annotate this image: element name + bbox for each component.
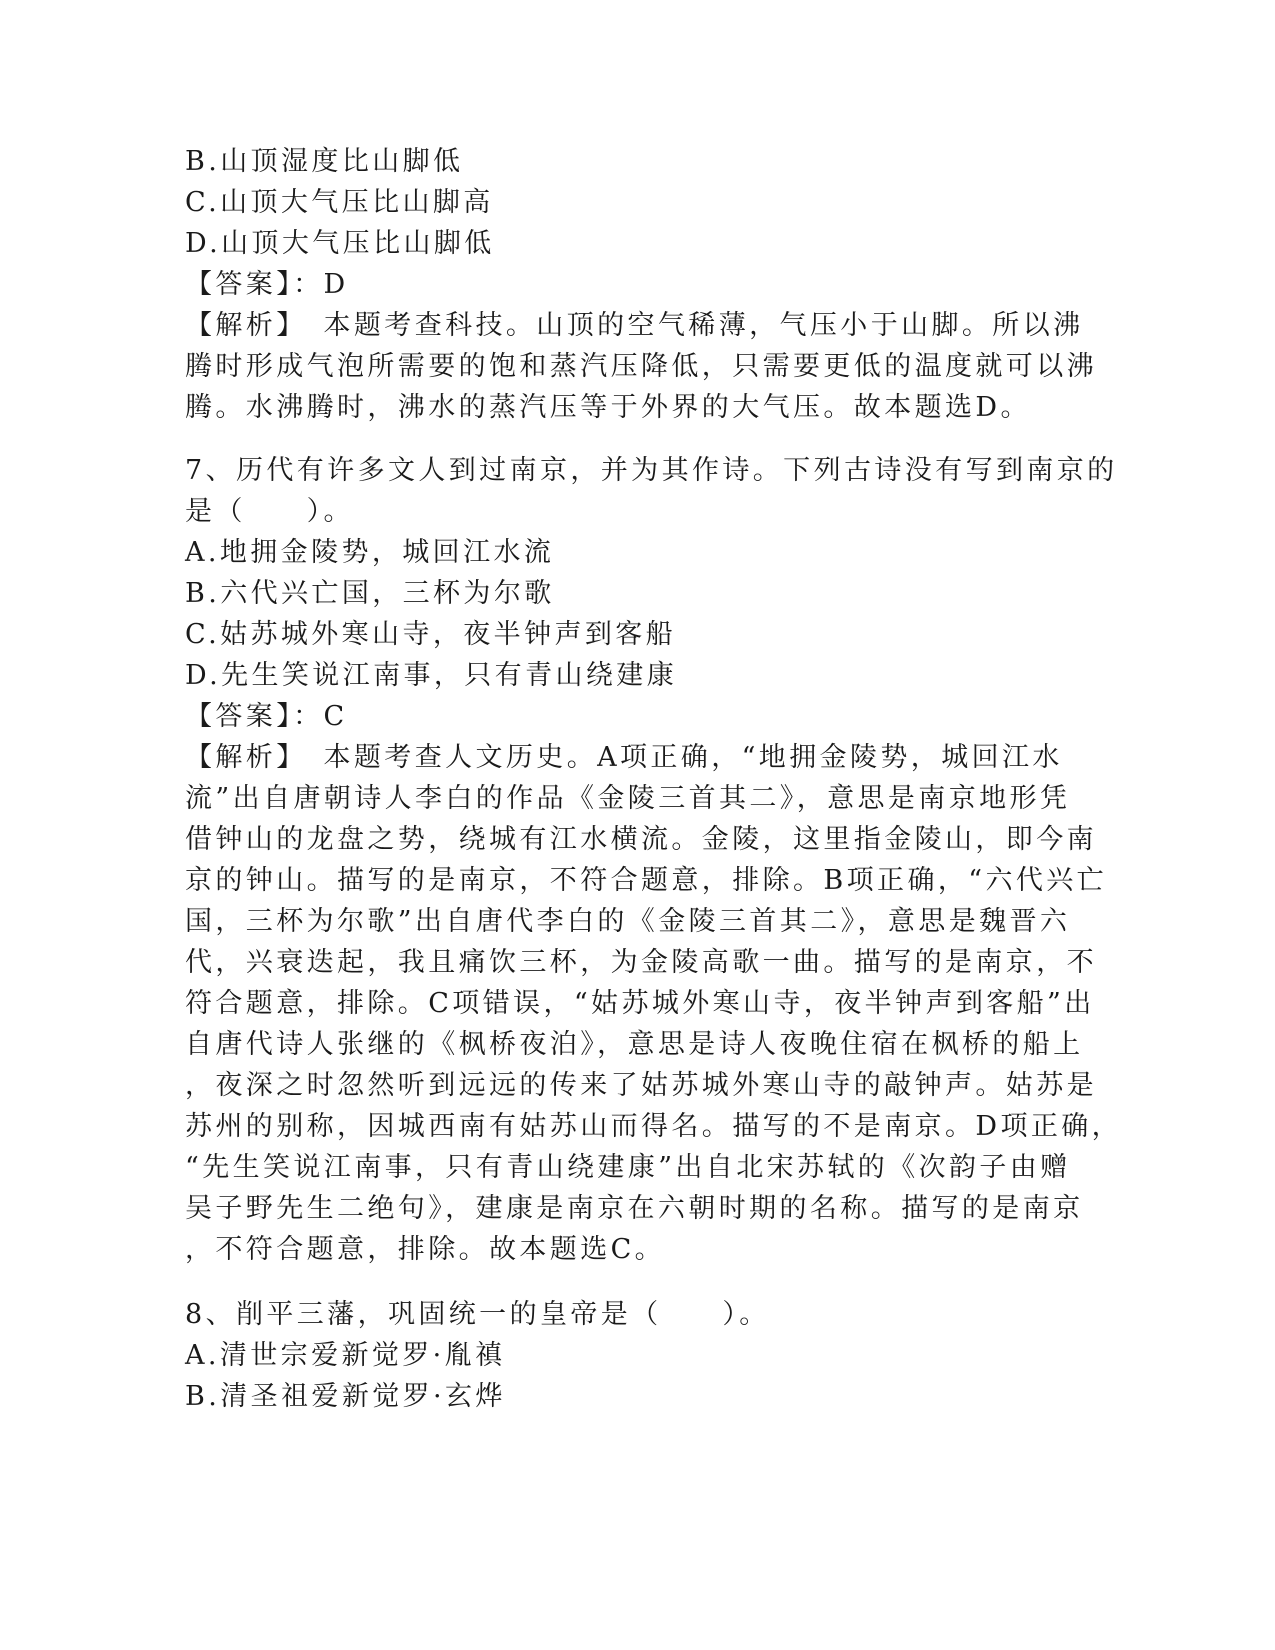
q7-analysis-line: 国，三杯为尔歌”出自唐代李白的《金陵三首其二》，意思是魏晋六 — [185, 906, 1071, 937]
q7-stem-line: 7、历代有许多文人到过南京，并为其作诗。下列古诗没有写到南京的 — [185, 455, 1118, 486]
q7-analysis-line: 自唐代诗人张继的《枫桥夜泊》，意思是诗人夜晚住宿在枫桥的船上 — [185, 1029, 1084, 1060]
q8-option-a: A.清世宗爱新觉罗·胤禛 — [185, 1340, 506, 1371]
q7-analysis-line: 借钟山的龙盘之势，绕城有江水横流。金陵，这里指金陵山，即今南 — [185, 824, 1097, 855]
q7-option-b: B.六代兴亡国，三杯为尔歌 — [185, 578, 555, 609]
q6-option-d: D.山顶大气压比山脚低 — [185, 228, 495, 259]
q7-analysis-line: ，不符合题意，排除。故本题选C。 — [185, 1234, 666, 1265]
q7-option-d: D.先生笑说江南事，只有青山绕建康 — [185, 660, 678, 691]
q7-option-a: A.地拥金陵势，城回江水流 — [185, 537, 555, 568]
q7-analysis-line: 代，兴衰迭起，我且痛饮三杯，为金陵高歌一曲。描写的是南京，不 — [185, 947, 1097, 978]
q7-option-c: C.姑苏城外寒山寺，夜半钟声到客船 — [185, 619, 677, 650]
q7-answer: 【答案】：C — [185, 701, 348, 732]
q7-analysis-line: 【解析】 本题考查人文历史。A项正确，“地拥金陵势，城回江水 — [185, 742, 1063, 773]
q7-analysis-line: 京的钟山。描写的是南京，不符合题意，排除。B项正确，“六代兴亡 — [185, 865, 1108, 896]
q7-analysis-line: “先生笑说江南事，只有青山绕建康”出自北宋苏轼的《次韵子由赠 — [185, 1152, 1071, 1183]
q6-analysis-line: 腾。水沸腾时，沸水的蒸汽压等于外界的大气压。故本题选D。 — [185, 392, 1031, 423]
q7-analysis-line: 符合题意，排除。C项错误，“姑苏城外寒山寺，夜半钟声到客船”出 — [185, 988, 1095, 1019]
q7-analysis-line: 苏州的别称，因城西南有姑苏山而得名。描写的不是南京。D项正确， — [185, 1111, 1123, 1142]
q6-answer: 【答案】：D — [185, 269, 349, 300]
q7-stem-line: 是（ ）。 — [185, 496, 354, 527]
q7-analysis-line: 吴子野先生二绝句》，建康是南京在六朝时期的名称。描写的是南京 — [185, 1193, 1084, 1224]
q7-analysis-line: ，夜深之时忽然听到远远的传来了姑苏城外寒山寺的敲钟声。姑苏是 — [185, 1070, 1097, 1101]
q6-option-b: B.山顶湿度比山脚低 — [185, 146, 464, 177]
q6-analysis-line: 【解析】 本题考查科技。山顶的空气稀薄，气压小于山脚。所以沸 — [185, 310, 1084, 341]
q7-analysis-line: 流”出自唐朝诗人李白的作品《金陵三首其二》，意思是南京地形凭 — [185, 783, 1071, 814]
q8-stem: 8、削平三藩，巩固统一的皇帝是（ ）。 — [185, 1299, 770, 1330]
q6-analysis-line: 腾时形成气泡所需要的饱和蒸汽压降低，只需要更低的温度就可以沸 — [185, 351, 1097, 382]
q6-option-c: C.山顶大气压比山脚高 — [185, 187, 494, 218]
q8-option-b: B.清圣祖爱新觉罗·玄烨 — [185, 1381, 506, 1412]
